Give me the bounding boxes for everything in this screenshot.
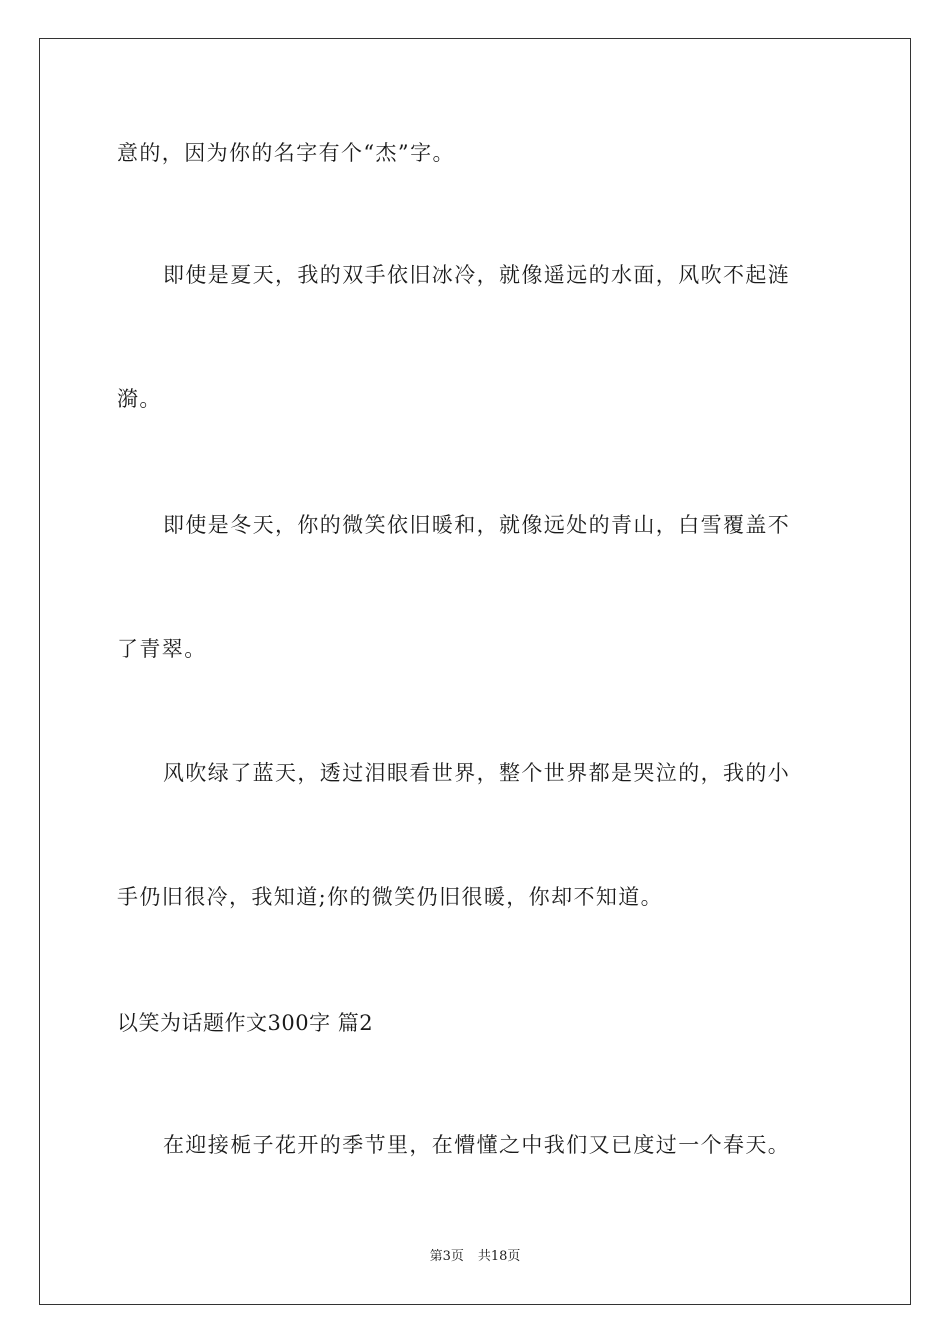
page-number: 第3页 xyxy=(429,1249,464,1264)
page-border xyxy=(39,38,911,1305)
paragraph-line: 即使是冬天，你的微笑依旧暖和，就像远处的青山，白雪覆盖不 xyxy=(163,513,791,537)
paragraph-line: 在迎接栀子花开的季节里，在懵懂之中我们又已度过一个春天。 xyxy=(163,1133,791,1157)
paragraph-line: 即使是夏天，我的双手依旧冰冷，就像遥远的水面，风吹不起涟 xyxy=(163,263,791,287)
page-total: 共18页 xyxy=(477,1249,521,1264)
page-footer xyxy=(0,1248,950,1266)
paragraph-line: 漪。 xyxy=(117,387,162,411)
paragraph-line: 手仍旧很冷，我知道;你的微笑仍旧很暖，你却不知道。 xyxy=(117,885,664,909)
paragraph-line: 风吹绿了蓝天，透过泪眼看世界，整个世界都是哭泣的，我的小 xyxy=(163,761,791,785)
section-heading: 以笑为话题作文300字 篇2 xyxy=(117,1011,374,1035)
paragraph-line: 意的，因为你的名字有个“杰”字。 xyxy=(117,141,455,165)
paragraph-line: 了青翠。 xyxy=(117,637,207,661)
